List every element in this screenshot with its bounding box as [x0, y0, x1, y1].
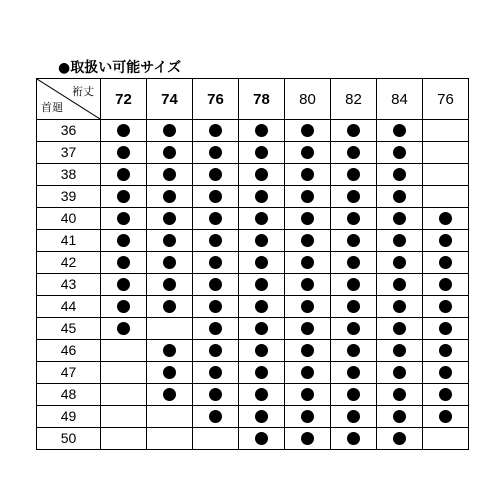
column-header: 82	[331, 79, 377, 120]
neck-size-cell: 43	[37, 274, 101, 296]
neck-size-cell: 49	[37, 406, 101, 428]
available-dot-icon	[301, 190, 314, 203]
available-dot-icon	[301, 432, 314, 445]
table-row	[37, 252, 469, 274]
available-dot-icon	[301, 256, 314, 269]
available-dot-icon	[347, 432, 360, 445]
available-dot-icon	[117, 190, 130, 203]
availability-cell	[239, 186, 285, 208]
header-row	[37, 79, 469, 120]
available-dot-icon	[209, 190, 222, 203]
table-row	[37, 340, 469, 362]
availability-cell	[331, 208, 377, 230]
availability-cell	[331, 186, 377, 208]
available-dot-icon	[347, 124, 360, 137]
availability-cell	[147, 428, 193, 450]
available-dot-icon	[301, 344, 314, 357]
available-dot-icon	[301, 278, 314, 291]
available-dot-icon	[393, 234, 406, 247]
availability-cell	[193, 252, 239, 274]
availability-cell	[331, 428, 377, 450]
available-dot-icon	[439, 366, 452, 379]
column-header: 78	[239, 79, 285, 120]
neck-size-cell: 37	[37, 142, 101, 164]
available-dot-icon	[117, 234, 130, 247]
availability-cell	[147, 296, 193, 318]
available-dot-icon	[163, 190, 176, 203]
availability-cell	[147, 186, 193, 208]
availability-cell	[285, 208, 331, 230]
availability-cell	[331, 164, 377, 186]
corner-cell	[37, 79, 101, 120]
available-dot-icon	[209, 366, 222, 379]
availability-cell	[377, 230, 423, 252]
availability-cell	[377, 120, 423, 142]
availability-cell	[285, 120, 331, 142]
available-dot-icon	[439, 388, 452, 401]
availability-cell	[147, 340, 193, 362]
available-dot-icon	[439, 234, 452, 247]
available-dot-icon	[255, 388, 268, 401]
availability-cell	[285, 340, 331, 362]
availability-cell	[239, 384, 285, 406]
column-header: 74	[147, 79, 193, 120]
availability-cell	[147, 142, 193, 164]
availability-cell	[331, 318, 377, 340]
availability-cell	[377, 208, 423, 230]
available-dot-icon	[209, 300, 222, 313]
availability-cell	[101, 340, 147, 362]
available-dot-icon	[163, 168, 176, 181]
availability-cell	[239, 208, 285, 230]
available-dot-icon	[393, 168, 406, 181]
available-dot-icon	[439, 300, 452, 313]
availability-cell	[377, 274, 423, 296]
availability-cell	[193, 318, 239, 340]
availability-cell	[331, 384, 377, 406]
available-dot-icon	[255, 366, 268, 379]
availability-cell	[377, 384, 423, 406]
available-dot-icon	[255, 124, 268, 137]
availability-cell	[193, 362, 239, 384]
availability-cell	[285, 142, 331, 164]
available-dot-icon	[163, 300, 176, 313]
available-dot-icon	[163, 124, 176, 137]
available-dot-icon	[163, 256, 176, 269]
neck-size-cell: 40	[37, 208, 101, 230]
available-dot-icon	[347, 300, 360, 313]
availability-cell	[101, 406, 147, 428]
available-dot-icon	[439, 410, 452, 423]
availability-cell	[423, 252, 469, 274]
neck-size-cell: 48	[37, 384, 101, 406]
availability-cell	[193, 208, 239, 230]
availability-cell	[101, 186, 147, 208]
available-dot-icon	[255, 212, 268, 225]
available-dot-icon	[117, 256, 130, 269]
availability-cell	[147, 252, 193, 274]
availability-cell	[331, 362, 377, 384]
availability-cell	[101, 296, 147, 318]
availability-cell	[377, 428, 423, 450]
available-dot-icon	[439, 256, 452, 269]
neck-size-cell: 45	[37, 318, 101, 340]
availability-cell	[147, 230, 193, 252]
availability-cell	[331, 406, 377, 428]
availability-cell	[285, 384, 331, 406]
availability-cell	[423, 406, 469, 428]
available-dot-icon	[439, 344, 452, 357]
availability-cell	[239, 296, 285, 318]
availability-cell	[193, 120, 239, 142]
available-dot-icon	[255, 322, 268, 335]
available-dot-icon	[347, 344, 360, 357]
availability-cell	[147, 406, 193, 428]
available-dot-icon	[347, 256, 360, 269]
neck-size-cell: 38	[37, 164, 101, 186]
availability-cell	[423, 120, 469, 142]
table-row	[37, 384, 469, 406]
availability-cell	[285, 274, 331, 296]
availability-cell	[147, 318, 193, 340]
available-dot-icon	[163, 212, 176, 225]
availability-cell	[193, 164, 239, 186]
size-table-container	[36, 78, 469, 450]
availability-cell	[423, 428, 469, 450]
availability-cell	[101, 164, 147, 186]
availability-cell	[285, 164, 331, 186]
available-dot-icon	[301, 234, 314, 247]
available-dot-icon	[347, 366, 360, 379]
available-dot-icon	[347, 190, 360, 203]
available-dot-icon	[117, 322, 130, 335]
availability-cell	[285, 186, 331, 208]
available-dot-icon	[393, 190, 406, 203]
available-dot-icon	[117, 168, 130, 181]
table-body	[37, 120, 469, 450]
available-dot-icon	[209, 234, 222, 247]
availability-cell	[285, 318, 331, 340]
available-dot-icon	[393, 278, 406, 291]
neck-size-cell: 42	[37, 252, 101, 274]
available-dot-icon	[255, 234, 268, 247]
available-dot-icon	[209, 256, 222, 269]
availability-cell	[423, 230, 469, 252]
column-header: 72	[101, 79, 147, 120]
availability-cell	[147, 274, 193, 296]
available-dot-icon	[301, 212, 314, 225]
available-dot-icon	[163, 146, 176, 159]
availability-cell	[377, 186, 423, 208]
table-row	[37, 120, 469, 142]
availability-cell	[239, 340, 285, 362]
available-dot-icon	[393, 432, 406, 445]
availability-cell	[239, 318, 285, 340]
available-dot-icon	[301, 366, 314, 379]
table-row	[37, 362, 469, 384]
availability-cell	[193, 406, 239, 428]
availability-cell	[101, 362, 147, 384]
neck-size-cell: 44	[37, 296, 101, 318]
available-dot-icon	[209, 278, 222, 291]
available-dot-icon	[301, 168, 314, 181]
available-dot-icon	[209, 168, 222, 181]
availability-cell	[423, 274, 469, 296]
availability-cell	[193, 296, 239, 318]
available-dot-icon	[301, 388, 314, 401]
available-dot-icon	[255, 278, 268, 291]
availability-cell	[285, 362, 331, 384]
available-dot-icon	[255, 190, 268, 203]
available-dot-icon	[255, 344, 268, 357]
available-dot-icon	[163, 388, 176, 401]
availability-cell	[423, 318, 469, 340]
neck-size-cell: 41	[37, 230, 101, 252]
table-row	[37, 274, 469, 296]
availability-cell	[101, 208, 147, 230]
table-row	[37, 186, 469, 208]
availability-cell	[147, 164, 193, 186]
availability-cell	[239, 252, 285, 274]
neck-size-cell: 47	[37, 362, 101, 384]
availability-cell	[239, 274, 285, 296]
available-dot-icon	[255, 168, 268, 181]
page-title: ●取扱い可能サイズ	[58, 60, 182, 76]
available-dot-icon	[301, 322, 314, 335]
availability-cell	[377, 142, 423, 164]
available-dot-icon	[209, 344, 222, 357]
availability-cell	[423, 186, 469, 208]
available-dot-icon	[439, 212, 452, 225]
availability-cell	[239, 362, 285, 384]
table-row	[37, 142, 469, 164]
availability-cell	[331, 142, 377, 164]
availability-cell	[285, 406, 331, 428]
availability-cell	[193, 384, 239, 406]
available-dot-icon	[301, 410, 314, 423]
availability-cell	[331, 120, 377, 142]
availability-cell	[101, 274, 147, 296]
available-dot-icon	[347, 322, 360, 335]
availability-cell	[423, 208, 469, 230]
availability-cell	[193, 428, 239, 450]
availability-cell	[101, 230, 147, 252]
availability-cell	[285, 296, 331, 318]
availability-cell	[331, 274, 377, 296]
available-dot-icon	[393, 366, 406, 379]
availability-cell	[101, 318, 147, 340]
availability-cell	[101, 428, 147, 450]
available-dot-icon	[393, 146, 406, 159]
availability-cell	[285, 428, 331, 450]
available-dot-icon	[347, 146, 360, 159]
availability-cell	[147, 362, 193, 384]
available-dot-icon	[439, 322, 452, 335]
available-dot-icon	[209, 146, 222, 159]
availability-cell	[101, 120, 147, 142]
available-dot-icon	[393, 388, 406, 401]
available-dot-icon	[163, 344, 176, 357]
available-dot-icon	[393, 212, 406, 225]
available-dot-icon	[209, 124, 222, 137]
availability-cell	[377, 164, 423, 186]
available-dot-icon	[209, 212, 222, 225]
available-dot-icon	[347, 388, 360, 401]
table-row	[37, 406, 469, 428]
availability-cell	[193, 340, 239, 362]
neck-size-cell: 50	[37, 428, 101, 450]
available-dot-icon	[393, 410, 406, 423]
available-dot-icon	[255, 410, 268, 423]
availability-cell	[193, 274, 239, 296]
availability-cell	[331, 296, 377, 318]
availability-cell	[147, 120, 193, 142]
availability-cell	[239, 230, 285, 252]
available-dot-icon	[255, 300, 268, 313]
available-dot-icon	[163, 234, 176, 247]
available-dot-icon	[347, 234, 360, 247]
availability-cell	[423, 340, 469, 362]
table-row	[37, 208, 469, 230]
available-dot-icon	[301, 300, 314, 313]
available-dot-icon	[393, 256, 406, 269]
available-dot-icon	[209, 388, 222, 401]
available-dot-icon	[393, 124, 406, 137]
availability-cell	[193, 186, 239, 208]
neck-size-cell: 39	[37, 186, 101, 208]
table-row	[37, 428, 469, 450]
available-dot-icon	[117, 124, 130, 137]
availability-cell	[423, 384, 469, 406]
availability-cell	[147, 208, 193, 230]
available-dot-icon	[163, 278, 176, 291]
availability-cell	[377, 252, 423, 274]
available-dot-icon	[255, 432, 268, 445]
table-row	[37, 164, 469, 186]
column-header: 84	[377, 79, 423, 120]
available-dot-icon	[347, 278, 360, 291]
availability-cell	[423, 362, 469, 384]
table-row	[37, 318, 469, 340]
table-row	[37, 296, 469, 318]
available-dot-icon	[255, 146, 268, 159]
availability-cell	[193, 142, 239, 164]
available-dot-icon	[301, 124, 314, 137]
available-dot-icon	[347, 410, 360, 423]
available-dot-icon	[439, 278, 452, 291]
availability-cell	[423, 142, 469, 164]
available-dot-icon	[255, 256, 268, 269]
availability-cell	[239, 406, 285, 428]
available-dot-icon	[163, 366, 176, 379]
column-header: 80	[285, 79, 331, 120]
availability-cell	[285, 252, 331, 274]
available-dot-icon	[117, 300, 130, 313]
available-dot-icon	[393, 344, 406, 357]
available-dot-icon	[393, 322, 406, 335]
availability-cell	[377, 340, 423, 362]
available-dot-icon	[209, 322, 222, 335]
availability-cell	[147, 384, 193, 406]
available-dot-icon	[117, 146, 130, 159]
availability-cell	[239, 120, 285, 142]
availability-cell	[285, 230, 331, 252]
availability-cell	[377, 406, 423, 428]
available-dot-icon	[347, 212, 360, 225]
neck-size-cell: 46	[37, 340, 101, 362]
availability-cell	[101, 384, 147, 406]
availability-cell	[377, 296, 423, 318]
availability-cell	[331, 340, 377, 362]
available-dot-icon	[117, 212, 130, 225]
column-header: 76	[423, 79, 469, 120]
availability-cell	[193, 230, 239, 252]
table-row	[37, 230, 469, 252]
available-dot-icon	[393, 300, 406, 313]
neck-size-label: 首廻	[41, 102, 63, 114]
sleeve-length-label: 裄丈	[72, 86, 94, 98]
availability-cell	[331, 252, 377, 274]
availability-cell	[101, 142, 147, 164]
neck-size-cell: 36	[37, 120, 101, 142]
column-header: 76	[193, 79, 239, 120]
available-dot-icon	[301, 146, 314, 159]
availability-cell	[239, 164, 285, 186]
available-dot-icon	[209, 410, 222, 423]
available-dot-icon	[117, 278, 130, 291]
availability-cell	[239, 142, 285, 164]
availability-cell	[101, 252, 147, 274]
availability-cell	[423, 296, 469, 318]
availability-cell	[423, 164, 469, 186]
availability-cell	[239, 428, 285, 450]
availability-cell	[377, 318, 423, 340]
available-dot-icon	[347, 168, 360, 181]
availability-cell	[331, 230, 377, 252]
availability-cell	[377, 362, 423, 384]
size-table	[36, 78, 469, 450]
